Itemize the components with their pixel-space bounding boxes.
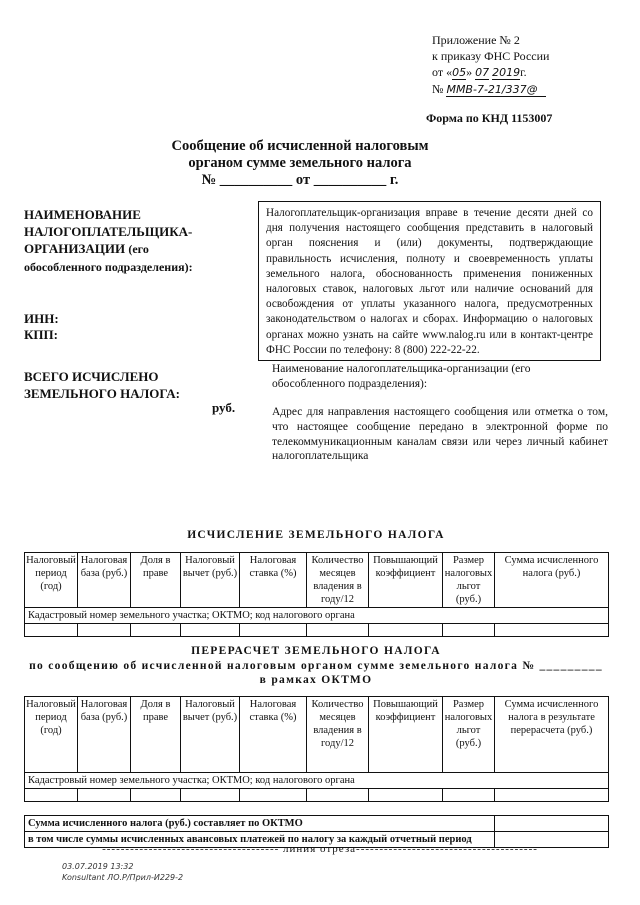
col-header: Сумма исчисленного налога в результате перерасчета (руб.): [495, 697, 609, 773]
col-header: Налоговая ставка (%): [240, 697, 307, 773]
appendix-line2: к приказу ФНС России: [432, 49, 550, 63]
section2-title: ПЕРЕРАСЧЕТ ЗЕМЕЛЬНОГО НАЛОГА: [191, 645, 441, 657]
col-header: Сумма исчисленного налога (руб.): [495, 553, 609, 608]
col-header: Доля в праве: [131, 697, 181, 773]
appendix-line1: Приложение № 2: [432, 33, 520, 47]
document-title: Сообщение об исчисленной налоговым органом сумме земельного налога № __________ от __________ г.: [171, 138, 429, 188]
appendix-date: от «05» 07 2019г.: [432, 65, 527, 79]
table-row: [25, 624, 609, 637]
kpp-label: КПП:: [24, 327, 58, 342]
appendix-block: [432, 32, 549, 98]
print-stamp-date: 03.07.2019 13:32: [62, 862, 134, 871]
summary-advance-label: в том числе суммы исчисленных авансовых платежей по налогу за каждый отчетный период: [25, 832, 495, 848]
col-header: Налоговый период (год): [25, 553, 78, 608]
header-row: [25, 697, 609, 773]
cadastral-label: Кадастровый номер земельного участка; ОКТМО; код налогового органа: [25, 773, 609, 789]
summary-total-label: Сумма исчисленного налога (руб.) составляет по ОКТМО: [25, 816, 495, 832]
col-header: Повышающий коэффициент: [369, 697, 443, 773]
inn-label: ИНН:: [24, 311, 59, 326]
section2-subtitle2: в рамках ОКТМО: [259, 674, 373, 686]
col-header: Размер налоговых льгот (руб.): [443, 553, 495, 608]
section2-subtitle: по сообщению об исчисленной налоговым органом сумме земельного налога № _________: [29, 660, 603, 672]
col-header: Налоговая ставка (%): [240, 553, 307, 608]
org-name-field-label: Наименование налогоплательщика-организации (его обособленного подразделения):: [272, 363, 531, 390]
notice-box: Налогоплательщик-организация вправе в течение десяти дней со дня получения настоящего сообщения представить в налоговый орган пояснения и (или) документы, подтверждающие правильность исчисления, полноту и своевременность уплаты земельного налога, обоснованность применения пониженных налоговых ставок, налоговых льгот или наличие оснований для освобождения от уплаты указанного налога, предусмотренных законодательством о налогах и сборах. Информацию о налоговых органах можно узнать на сайте www.nalog.ru или в контакт-центре ФНС России по телефону: 8 (800) 222-22-22.: [258, 201, 601, 361]
col-header: Повышающий коэффициент: [369, 553, 443, 608]
form-code: Форма по КНД 1153007: [426, 111, 553, 125]
col-header: Налоговый вычет (руб.): [181, 697, 240, 773]
header-row: [25, 553, 609, 608]
calculation-table: [24, 552, 609, 637]
total-label: ВСЕГО ИСЧИСЛЕНО ЗЕМЕЛЬНОГО НАЛОГА:: [24, 369, 180, 401]
cut-line: -------------------------------------- линия отреза---------------------------------------: [102, 843, 538, 855]
appendix-number: № ММВ-7-21/337@: [432, 81, 549, 98]
col-header: Доля в праве: [131, 553, 181, 608]
rub-label: руб.: [212, 400, 236, 415]
col-header: Количество месяцев владения в году/12: [307, 697, 369, 773]
col-header: Налоговый период (год): [25, 697, 78, 773]
address-field-label: Адрес для направления настоящего сообщения или отметка о том, что настоящее сообщение передано в электронной форме по телекоммуникационным каналам связи или через личный кабинет налогоплательщика: [272, 406, 608, 463]
handwritten-year: 2019: [492, 66, 521, 79]
col-header: Налоговый вычет (руб.): [181, 553, 240, 608]
print-stamp-source: Konsultant ЛО.Р/Прил-И229-2: [62, 873, 184, 882]
col-header: Налоговая база (руб.): [78, 697, 131, 773]
section1-title: ИСЧИСЛЕНИЕ ЗЕМЕЛЬНОГО НАЛОГА: [187, 529, 445, 541]
cadastral-label: Кадастровый номер земельного участка; ОКТМО; код налогового органа: [25, 608, 609, 624]
handwritten-order-number: ММВ-7-21/337@: [446, 83, 545, 97]
col-header: Размер налоговых льгот (руб.): [443, 697, 495, 773]
handwritten-day: 05: [452, 66, 467, 79]
col-header: Налоговая база (руб.): [78, 553, 131, 608]
handwritten-month: 07: [475, 66, 490, 79]
table-row: [25, 789, 609, 802]
recalculation-table: [24, 696, 609, 802]
org-name-label: НАИМЕНОВАНИЕ НАЛОГОПЛАТЕЛЬЩИКА-ОРГАНИЗАЦИИ (его обособленного подразделения):: [24, 207, 193, 274]
col-header: Количество месяцев владения в году/12: [307, 553, 369, 608]
